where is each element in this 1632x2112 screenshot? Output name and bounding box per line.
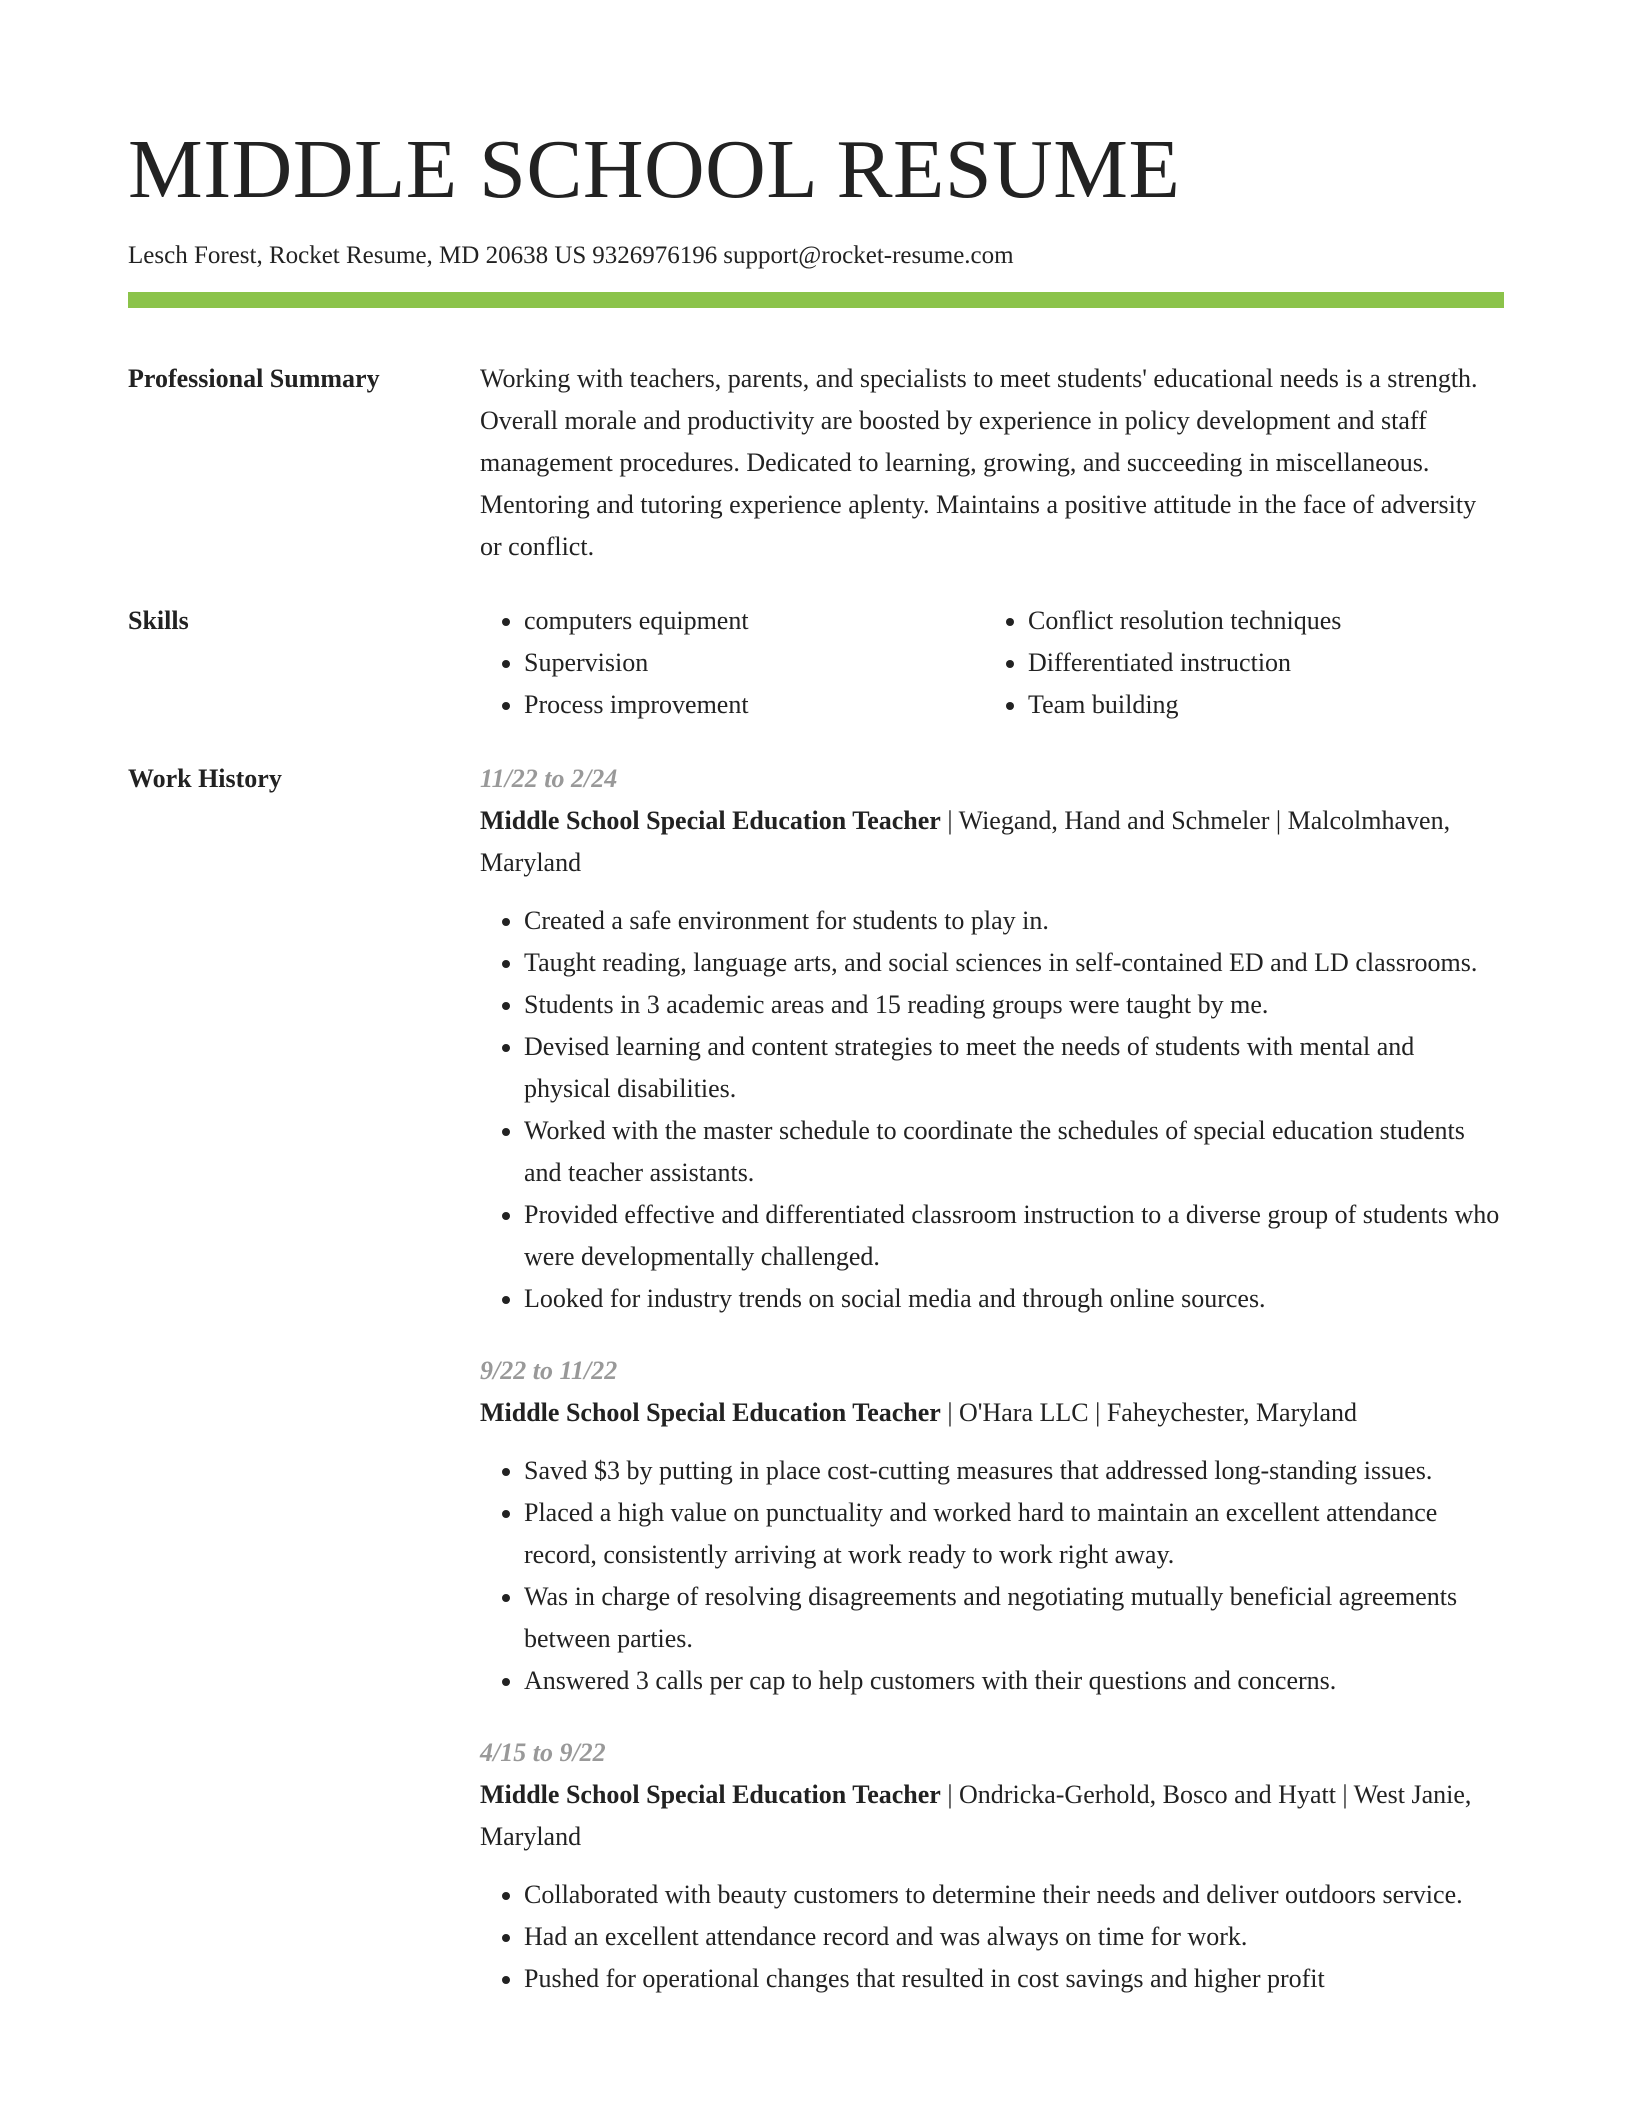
skill-item: • Differentiated instruction — [1028, 642, 1488, 684]
skill-item: • computers equipment — [524, 600, 984, 642]
work-history-section — [128, 758, 1504, 2030]
summary-text: Working with teachers, parents, and specialists to meet students' educational needs is a strength. Overall morale and productivity are boosted by experience in policy development and staff management procedures. Dedicated to learning, growing, and succeeding in miscellaneous. Mentoring and tutoring experience aplenty. Maintains a positive attitude in the face of adversity or conflict. — [480, 364, 1478, 561]
job-details: | Ondricka-Gerhold, Bosco and Hyatt | West Janie, Maryland — [480, 1780, 1472, 1851]
job-title-line — [480, 1392, 1504, 1434]
job-bullet: • Answered 3 calls per cap to help customers with their questions and concerns. — [524, 1660, 1504, 1702]
work-history-heading: Work History — [128, 764, 282, 793]
skill-item: • Supervision — [524, 642, 984, 684]
job-bullet: • Worked with the master schedule to coordinate the schedules of special education students and teacher assistants. — [524, 1110, 1504, 1194]
skills-section — [128, 600, 1504, 726]
job-bullets — [480, 900, 1504, 1320]
job-bullet: • Had an excellent attendance record and was always on time for work. — [524, 1916, 1504, 1958]
resume-title: MIDDLE SCHOOL RESUME — [128, 123, 1181, 216]
job-entry — [480, 1350, 1504, 1702]
skill-item: • Process improvement — [524, 684, 984, 726]
contact-address: Lesch Forest, Rocket Resume, MD 20638 US — [128, 242, 587, 269]
job-title-line — [480, 1774, 1504, 1858]
skills-grid — [480, 600, 1504, 726]
job-bullet: • Created a safe environment for students to play in. — [524, 900, 1504, 942]
skills-heading: Skills — [128, 606, 189, 635]
accent-divider — [128, 292, 1504, 308]
job-dates: 9/22 to 11/22 — [480, 1356, 618, 1385]
job-bullet: • Students in 3 academic areas and 15 reading groups were taught by me. — [524, 984, 1504, 1026]
job-bullet: • Saved $3 by putting in place cost-cutting measures that addressed long-standing issues. — [524, 1450, 1504, 1492]
skills-body — [480, 600, 1504, 726]
contact-phone: 9326976196 — [592, 242, 718, 269]
job-bullet: • Looked for industry trends on social media and through online sources. — [524, 1278, 1504, 1320]
job-details: | Wiegand, Hand and Schmeler | Malcolmhaven, Maryland — [480, 806, 1451, 877]
work-history-body — [480, 758, 1504, 2030]
skills-list-left — [480, 600, 984, 726]
job-details: | O'Hara LLC | Faheychester, Maryland — [940, 1398, 1358, 1427]
job-bullet: • Pushed for operational changes that resulted in cost savings and higher profit — [524, 1958, 1504, 2000]
job-title: Middle School Special Education Teacher — [480, 1398, 941, 1427]
job-bullets — [480, 1874, 1504, 2000]
job-entry — [480, 1732, 1504, 2000]
job-title: Middle School Special Education Teacher — [480, 806, 941, 835]
job-bullet: • Provided effective and differentiated classroom instruction to a diverse group of students who were developmentally challenged. — [524, 1194, 1504, 1278]
job-title: Middle School Special Education Teacher — [480, 1780, 941, 1809]
job-bullet: • Devised learning and content strategies to meet the needs of students with mental and physical disabilities. — [524, 1026, 1504, 1110]
contact-line — [128, 240, 1504, 272]
job-entry — [480, 758, 1504, 1320]
contact-email: support@rocket-resume.com — [723, 242, 1014, 269]
resume-page — [128, 118, 1504, 2030]
job-bullets — [480, 1450, 1504, 1702]
job-bullet: • Collaborated with beauty customers to determine their needs and deliver outdoors service. — [524, 1874, 1504, 1916]
job-bullet: • Placed a high value on punctuality and worked hard to maintain an excellent attendance record, consistently arriving at work ready to work right away. — [524, 1492, 1504, 1576]
summary-heading: Professional Summary — [128, 364, 380, 393]
summary-section — [128, 358, 1504, 568]
job-dates: 11/22 to 2/24 — [480, 764, 618, 793]
job-dates: 4/15 to 9/22 — [480, 1738, 606, 1767]
job-bullet: • Taught reading, language arts, and social sciences in self-contained ED and LD classrooms. — [524, 942, 1504, 984]
job-title-line — [480, 800, 1504, 884]
skill-item: • Team building — [1028, 684, 1488, 726]
skill-item: • Conflict resolution techniques — [1028, 600, 1488, 642]
skills-list-right — [984, 600, 1488, 726]
job-bullet: • Was in charge of resolving disagreements and negotiating mutually beneficial agreements between parties. — [524, 1576, 1504, 1660]
